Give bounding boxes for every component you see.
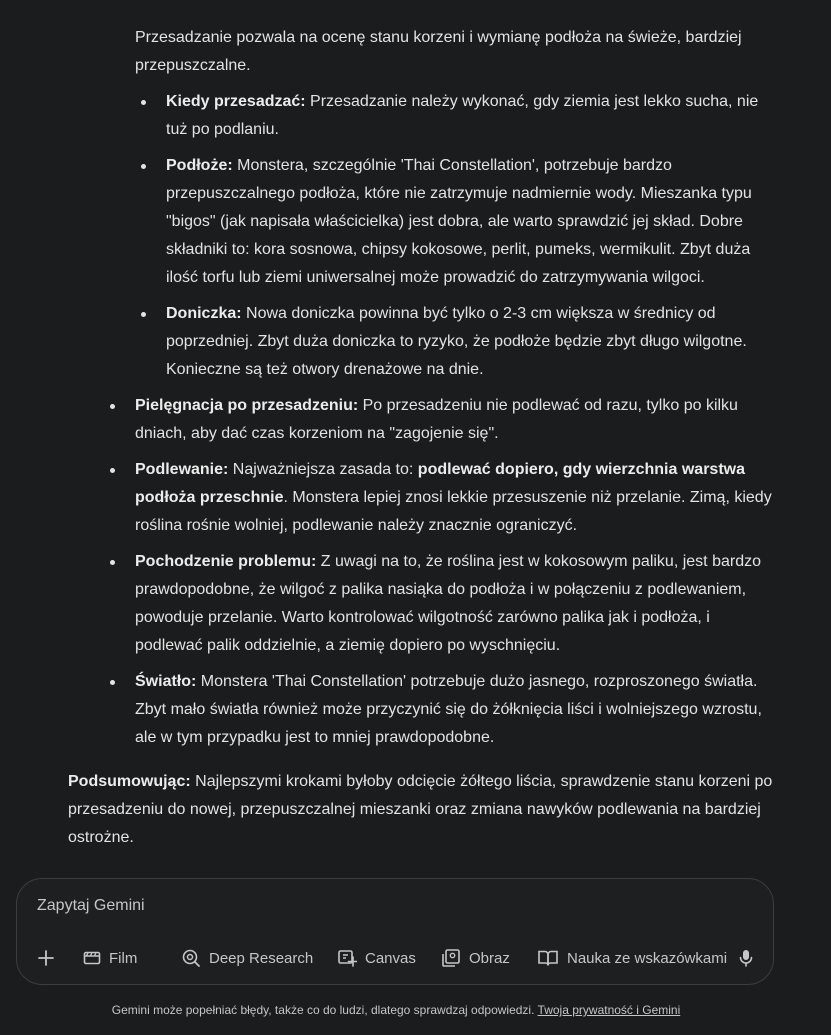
repotting-sublist	[135, 88, 780, 384]
list-item: Doniczka: Nowa doniczka powinna być tylko o 2-3 cm większa w średnicy od poprzedniej. Zbyt duża doniczka to ryzyko, że podłoże będzie zbyt długo wilgotne. Konieczne są też otwory drenażowe na dnie.	[135, 300, 780, 384]
image-icon	[441, 948, 461, 968]
deep-research-icon	[181, 948, 201, 968]
plus-icon	[37, 949, 55, 967]
image-button[interactable]	[441, 941, 510, 975]
prompt-composer	[16, 878, 774, 985]
microphone-icon	[738, 948, 754, 968]
list-item-light: Światło: Monstera 'Thai Constellation' potrzebuje dużo jasnego, rozproszonego światła. Zbyt mało światła również może przyczynić się do żółknięcia liści i wolniejszego wzrostu, ale w tym przypadku jest to mniej prawdopodobne.	[104, 668, 780, 752]
canvas-button[interactable]	[337, 941, 416, 975]
list-item: Podłoże: Monstera, szczególnie 'Thai Constellation', potrzebuje bardzo przepuszczalnego podłoża, które nie zatrzymuje nadmiernie wody. Mieszanka typu "bigos" (jak napisała właścicielka) jest dobra, ale warto sprawdzić jej skład. Dobre składniki to: kora sosnowa, chipsy kokosowe, perlit, pumeks, wermikulit. Zbyt duża ilość torfu lub ziemi uniwersalnej może prowadzić do zatrzymywania wilgoci.	[135, 152, 780, 292]
model-response	[68, 24, 780, 852]
list-item-watering: Podlewanie: Najważniejsza zasada to: podlewać dopiero, gdy wierzchnia warstwa podłoża przeschnie. Monstera lepiej znosi lekkie przesuszenie niż przelanie. Zimą, kiedy roślina rośnie wolniej, podlewanie należy znacznie ograniczyć.	[104, 456, 780, 540]
disclaimer-text: Gemini może popełniać błędy, także co do ludzi, dlatego sprawdzaj odpowiedzi.	[111, 1003, 538, 1017]
composer-toolbar	[17, 941, 773, 975]
privacy-link[interactable]: Twoja prywatność i Gemini	[537, 1003, 681, 1017]
image-label: Obraz	[469, 949, 510, 967]
deep-research-button[interactable]	[181, 941, 313, 975]
add-button[interactable]	[31, 941, 61, 975]
film-label: Film	[109, 949, 138, 967]
guided-learning-button[interactable]	[537, 941, 727, 975]
deep-research-label: Deep Research	[209, 949, 314, 967]
canvas-icon	[337, 948, 357, 968]
canvas-label: Canvas	[365, 949, 416, 967]
list-item: Kiedy przesadzać: Przesadzanie należy wykonać, gdy ziemia jest lekko sucha, nie tuż po podlaniu.	[135, 88, 780, 144]
prompt-input[interactable]: Zapytaj Gemini	[37, 897, 145, 914]
film-icon	[83, 949, 101, 967]
list-item-origin: Pochodzenie problemu: Z uwagi na to, że roślina jest w kokosowym paliku, jest bardzo prawdopodobne, że wilgoć z palika nasiąka do podłoża i w połączeniu z podlewaniem, powoduje przelanie. Warto kontrolować wilgotność zarówno palika jak i podłoża, i podlewać palik oddzielnie, a ziemię dopiero po wyschnięciu.	[104, 548, 780, 660]
list-item-care: Pielęgnacja po przesadzeniu: Po przesadzeniu nie podlewać od razu, tylko po kilku dniach, aby dać czas korzeniom na "zagojenie się".	[104, 392, 780, 448]
film-button[interactable]	[83, 941, 137, 975]
advice-list	[104, 392, 780, 752]
response-intro: Przesadzanie pozwala na ocenę stanu korzeni i wymianę podłoża na świeże, bardziej przepuszczalne.	[135, 29, 742, 74]
microphone-button[interactable]	[734, 941, 758, 975]
response-summary: Podsumowując: Najlepszymi krokami byłoby odcięcie żółtego liścia, sprawdzenie stanu korzeni po przesadzeniu do nowej, przepuszczalnej mieszanki oraz zmiana nawyków podlewania na bardziej ostrożne.	[68, 773, 773, 846]
guided-learning-label: Nauka ze wskazówkami	[567, 949, 728, 967]
disclaimer-footer	[0, 1003, 792, 1017]
open-book-icon	[537, 948, 559, 968]
